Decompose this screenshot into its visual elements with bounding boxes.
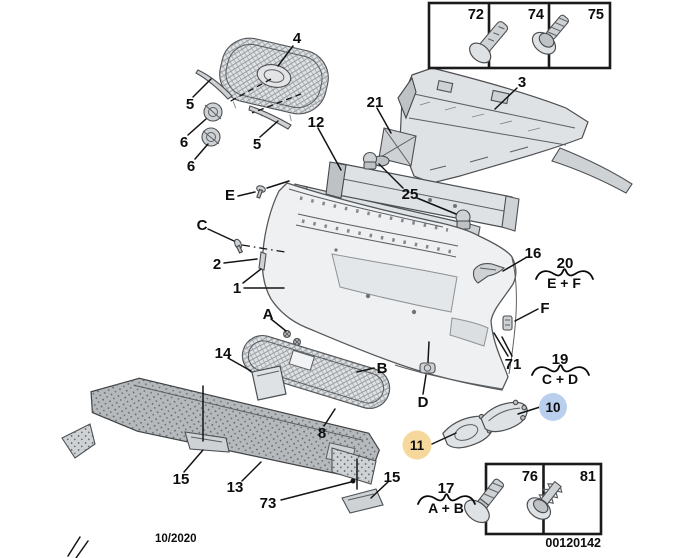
callout-4[interactable]: 4 — [292, 30, 302, 47]
callout-13[interactable]: 13 — [226, 479, 244, 496]
callout-8[interactable]: 8 — [317, 425, 327, 442]
group-19-formula: C + D — [541, 371, 579, 387]
fastener-cell-72-label[interactable]: 72 — [467, 7, 484, 23]
clip-f-illustration — [503, 316, 512, 330]
callout-12[interactable]: 12 — [307, 114, 325, 131]
callout-e: E — [224, 187, 236, 204]
group-20-formula: E + F — [547, 275, 581, 291]
highlight-10-label[interactable]: 10 — [545, 400, 561, 415]
clip-e-illustration — [256, 185, 267, 198]
callout-2[interactable]: 2 — [212, 256, 222, 273]
group-callout-19[interactable] — [532, 351, 589, 387]
front-panel-illustration — [398, 68, 632, 193]
group-17-number[interactable]: 17 — [437, 480, 455, 497]
highlight-callout-11[interactable] — [403, 431, 432, 460]
group-19-number[interactable]: 19 — [551, 351, 569, 368]
group-callout-20[interactable] — [536, 255, 593, 291]
callout-25[interactable]: 25 — [401, 186, 419, 203]
highlight-callout-10[interactable] — [539, 393, 567, 421]
callout-71[interactable]: 71 — [504, 356, 522, 373]
callout-16[interactable]: 16 — [524, 245, 542, 262]
callout-14[interactable]: 14 — [214, 345, 232, 362]
callout-1[interactable]: 1 — [232, 280, 242, 297]
grille-clip-illustrations — [202, 103, 222, 146]
shield-wing-left-illustration — [62, 424, 95, 458]
callout-5-right[interactable]: 5 — [252, 136, 262, 153]
callout-6-upper[interactable]: 6 — [179, 134, 189, 151]
callout-73[interactable]: 73 — [259, 495, 277, 512]
callout-d: D — [417, 394, 429, 411]
callout-3[interactable]: 3 — [517, 74, 527, 91]
callout-c: C — [196, 217, 208, 234]
callout-15-left[interactable]: 15 — [172, 471, 190, 488]
fastener-box-bottom[interactable] — [460, 464, 601, 534]
clip-d-illustration — [420, 363, 435, 373]
callout-5-left[interactable]: 5 — [185, 96, 195, 113]
fastener-cell-74-label[interactable]: 74 — [527, 7, 544, 23]
plate-14-illustration — [252, 366, 286, 400]
callout-b: B — [376, 360, 388, 377]
group-20-number[interactable]: 20 — [556, 255, 574, 272]
document-number: 00120142 — [545, 536, 601, 550]
rivet-c-illustration — [233, 238, 243, 253]
fastener-cell-76-label[interactable]: 76 — [521, 469, 538, 485]
callout-21[interactable]: 21 — [366, 94, 384, 111]
highlight-11-label[interactable]: 11 — [409, 438, 425, 453]
callout-6-lower[interactable]: 6 — [186, 158, 196, 175]
group-17-formula: A + B — [428, 500, 464, 516]
fastener-box-top[interactable] — [429, 3, 610, 68]
callout-a: A — [262, 306, 274, 323]
date-code: 10/2020 — [155, 533, 197, 545]
fastener-cell-75-label[interactable]: 75 — [587, 7, 604, 23]
callout-f: F — [540, 300, 550, 317]
fastener-cell-81-label[interactable]: 81 — [579, 469, 596, 485]
callout-15-right[interactable]: 15 — [383, 469, 401, 486]
